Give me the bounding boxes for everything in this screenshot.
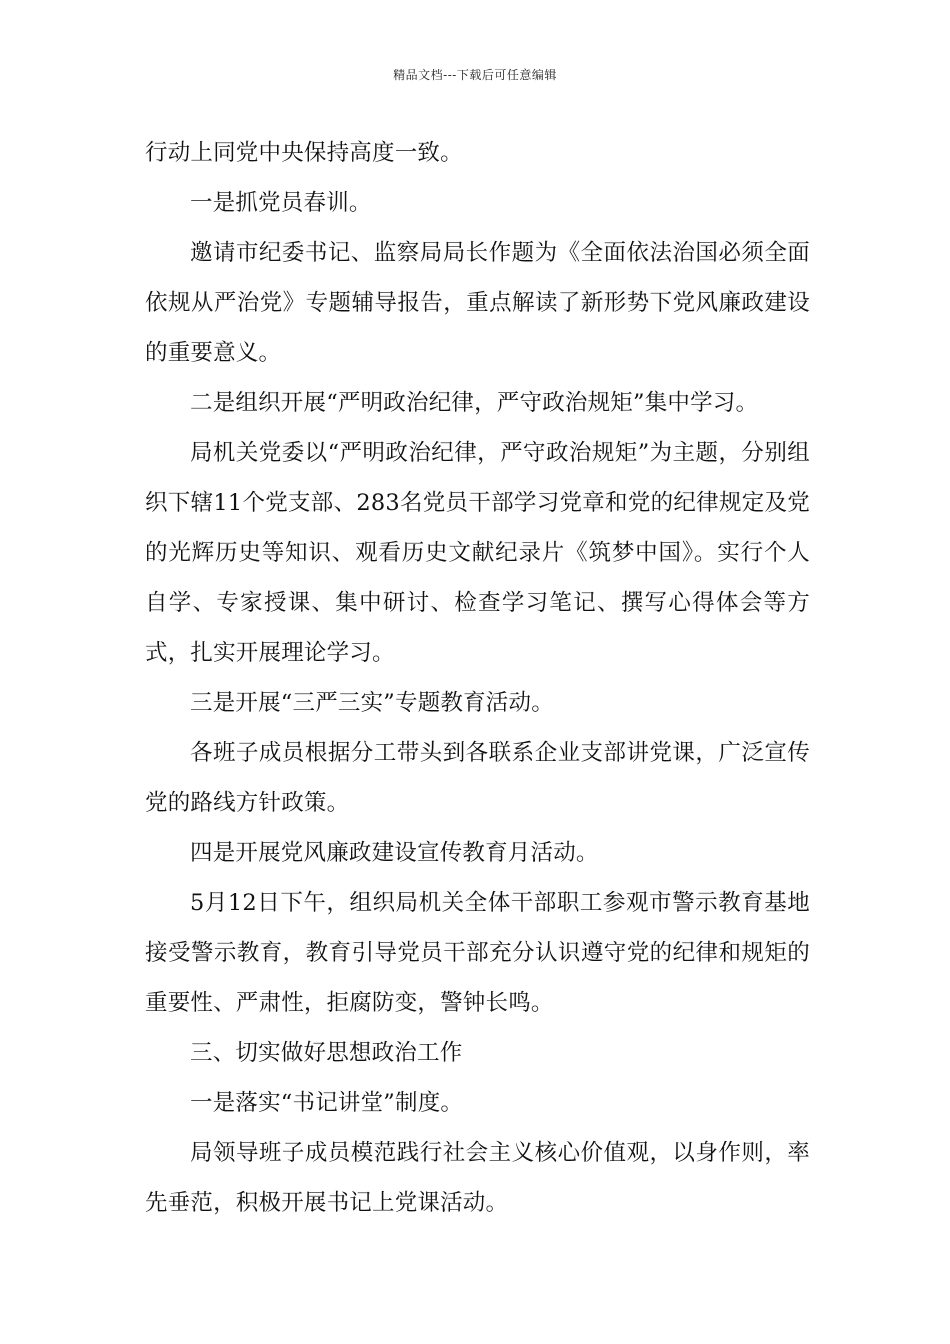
paragraph-8: 四是开展党风廉政建设宣传教育月活动。 xyxy=(190,840,599,866)
paragraph-10: 三、切实做好思想政治工作 xyxy=(190,1040,463,1066)
page-header: 精品文档---下载后可任意编辑 xyxy=(393,68,557,82)
paragraph-3: 邀请市纪委书记、监察局局长作题为《全面依法治国必须全面依规从严治党》专题辅导报告，重点解读了新形势下党风廉政建设的重要意义。 xyxy=(145,240,810,366)
paragraph-1: 行动上同党中央保持高度一致。 xyxy=(145,140,463,166)
paragraph-11: 一是落实“书记讲堂”制度。 xyxy=(190,1090,464,1116)
paragraph-5: 局机关党委以“严明政治纪律，严守政治规矩”为主题，分别组织下辖11个党支部、283名党员干部学习党章和党的纪律规定及党的光辉历史等知识、观看历史文献纪录片《筑梦中国》。实行个人自学、专家授课、集中研讨、检查学习笔记、撰写心得体会等方式，扎实开展理论学习。 xyxy=(145,440,810,666)
paragraph-7: 各班子成员根据分工带头到各联系企业支部讲党课，广泛宣传党的路线方针政策。 xyxy=(145,740,810,816)
paragraph-12: 局领导班子成员模范践行社会主义核心价值观，以身作则，率先垂范，积极开展书记上党课活动。 xyxy=(145,1140,810,1216)
document-body xyxy=(145,128,810,1228)
paragraph-2: 一是抓党员春训。 xyxy=(190,190,372,216)
paragraph-9: 5月12日下午，组织局机关全体干部职工参观市警示教育基地接受警示教育，教育引导党员干部充分认识遵守党的纪律和规矩的重要性、严肃性，拒腐防变，警钟长鸣。 xyxy=(145,890,810,1016)
paragraph-6: 三是开展“三严三实”专题教育活动。 xyxy=(190,690,554,716)
paragraph-4: 二是组织开展“严明政治纪律，严守政治规矩”集中学习。 xyxy=(190,390,759,416)
